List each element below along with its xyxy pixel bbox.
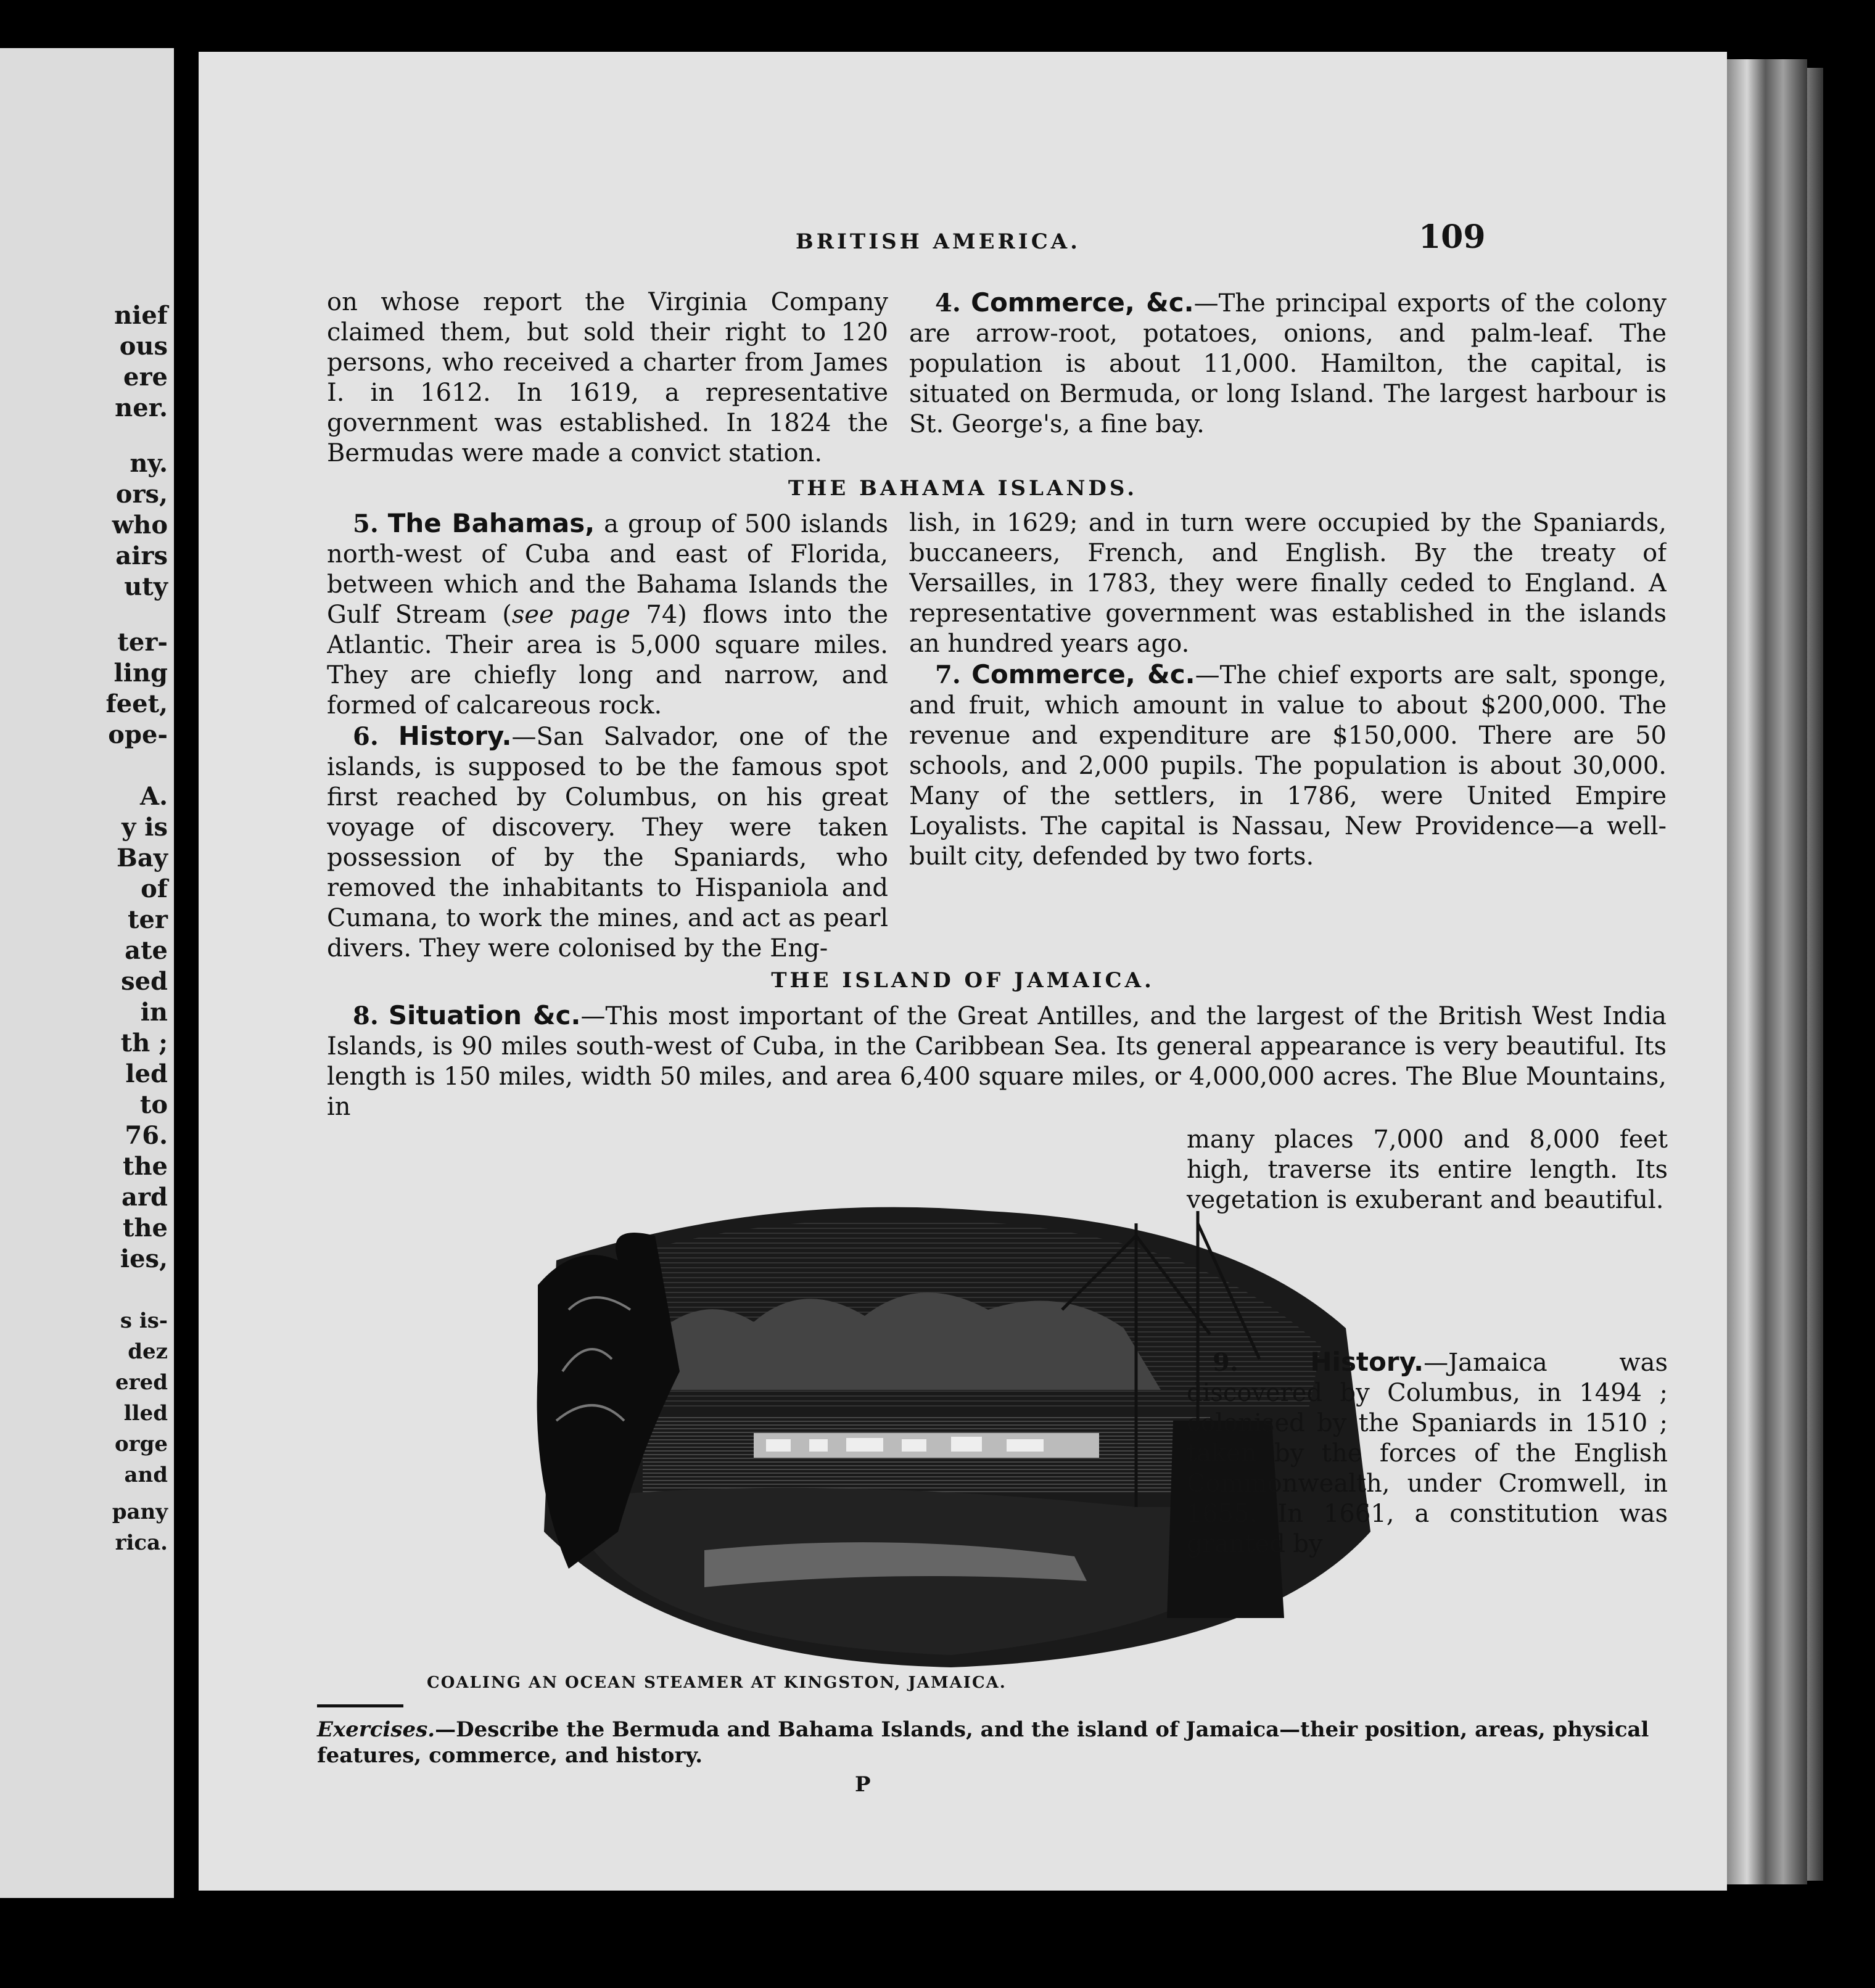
jamaica-heading: THE ISLAND OF JAMAICA. bbox=[771, 968, 1155, 993]
running-title: BRITISH AMERICA. bbox=[796, 229, 1081, 254]
facing-page-text: Bay bbox=[117, 844, 168, 873]
section-number: 4. bbox=[935, 289, 961, 318]
section-title: History. bbox=[398, 721, 512, 751]
facing-page-text: who bbox=[112, 511, 168, 540]
facing-page-text: to bbox=[139, 1090, 168, 1119]
section-text: —The chief exports are salt, sponge, and fruit, which amount in value to about $200,000. The revenue and expenditure are $150,000. There are 50 schools, and 2,000 pupils. The population is about 30,000. Many of the settlers, in 1786, were United Empire Loyalists. The capital is Nassau, New Providence—a well-built city, defended by two forts. bbox=[909, 661, 1667, 871]
book-spine bbox=[1727, 59, 1807, 1884]
bahamas-heading: THE BAHAMA ISLANDS. bbox=[788, 476, 1138, 501]
section-number: 8. bbox=[353, 1001, 379, 1030]
bermuda-continuation bbox=[327, 287, 888, 469]
section-text: 74) flows into the Atlantic. Their area is 5,000 square miles. They are chiefly long and narrow, and formed of calcareous rock. bbox=[327, 601, 888, 720]
book-page bbox=[199, 52, 1727, 1891]
beside-image-text bbox=[1187, 1125, 1668, 1215]
facing-page-text: rica. bbox=[115, 1530, 168, 1555]
facing-page-text: A. bbox=[140, 782, 168, 811]
page-number: 109 bbox=[1419, 218, 1486, 256]
facing-page-text: 76. bbox=[125, 1121, 168, 1150]
section-9 bbox=[1187, 1347, 1668, 1559]
section-number: 6. bbox=[353, 722, 379, 751]
section-title: History. bbox=[1310, 1347, 1424, 1377]
facing-page-text: of bbox=[141, 874, 168, 903]
footnote-rule bbox=[317, 1704, 403, 1707]
facing-page-text: airs bbox=[115, 541, 168, 570]
section-text: lish, in 1629; and in turn were occupied by the Spaniards, buccaneers, French, and English. By the treaty of Versailles, in 1783, they were finally ceded to England. A representative government was established in the islands an hundred years ago. bbox=[909, 509, 1667, 658]
facing-page-text: ard bbox=[122, 1183, 168, 1212]
facing-page-text: ate bbox=[125, 936, 168, 965]
section-title: Commerce, &c. bbox=[971, 287, 1194, 318]
section-8 bbox=[327, 1000, 1667, 1122]
book-gutter bbox=[174, 0, 199, 1988]
section-text: —This most important of the Great Antilles, and the largest of the British West India Islands, is 90 miles south-west of Cuba, in the Caribbean Sea. Its general appearance is very beautiful. Its length is 150 miles, width 50 miles, and area 6,400 square miles, or 4,000,000 acres. The Blue Mountains, in bbox=[327, 1002, 1667, 1121]
facing-page-text: ies, bbox=[120, 1244, 168, 1273]
book-spine-edge bbox=[1807, 68, 1823, 1881]
facing-page-text: ere bbox=[123, 363, 168, 392]
section-number: 7. bbox=[935, 660, 961, 689]
bermuda-text: on whose report the Virginia Company claimed them, but sold their right to 120 persons, who received a charter from James I. in 1612. In 1619, a representative government was established. In 1824 the Bermudas were made a convict station. bbox=[327, 288, 888, 467]
facing-page-text: uty bbox=[124, 572, 168, 601]
facing-page-fragment bbox=[0, 48, 174, 1898]
facing-page-text: the bbox=[122, 1152, 168, 1181]
see-page-ref: see page bbox=[511, 601, 630, 629]
exercises-text: —Describe the Bermuda and Bahama Islands, and the island of Jamaica—their position, areas, physical features, commerce, and history. bbox=[317, 1717, 1649, 1768]
facing-page-text: ope- bbox=[108, 720, 168, 749]
section-title: Situation &c. bbox=[388, 1000, 581, 1030]
facing-page-text: in bbox=[140, 998, 168, 1027]
facing-page-text: ny. bbox=[130, 449, 168, 478]
section-text: —The principal exports of the colony are arrow-root, potatoes, onions, and palm-leaf. The population is about 11,000. Hamilton, the capital, is situated on Bermuda, or long Island. The largest harbour is St. George's, a fine bay. bbox=[909, 289, 1667, 438]
section-4 bbox=[909, 287, 1667, 440]
facing-page-text: th ; bbox=[120, 1029, 168, 1058]
section-number: 5. bbox=[353, 509, 379, 538]
facing-page-text: and bbox=[124, 1463, 168, 1487]
facing-page-text: ous bbox=[119, 332, 168, 361]
facing-page-text: nief bbox=[114, 301, 168, 330]
exercises-note bbox=[317, 1717, 1674, 1768]
signature-mark: P bbox=[855, 1772, 871, 1797]
section-text: a group of 500 islands north-west of Cuba and east of Florida, between which and the Bahama Islands the Gulf Stream ( bbox=[327, 510, 888, 629]
facing-page-text: lled bbox=[123, 1401, 168, 1426]
facing-page-text: ling bbox=[113, 659, 168, 688]
section-text: —Jamaica was discovered by Columbus, in 1494 ; colonised by the Spaniards in 1510 ; taken by the forces of the English Commonwealth, under Cromwell, in 1655. In 1661, a constitution was granted by bbox=[1187, 1349, 1668, 1558]
facing-page-text: sed bbox=[121, 967, 168, 996]
facing-page-text: ors, bbox=[115, 480, 168, 509]
section-title: Commerce, &c. bbox=[971, 659, 1195, 689]
section-text: —San Salvador, one of the islands, is supposed to be the famous spot first reached by Columbus, on his great voyage of discovery. They were taken possession of by the Spaniards, who removed the inhabitants to Hispaniola and Cumana, to work the mines, and act as pearl divers. They were colonised by the Eng- bbox=[327, 723, 888, 963]
exercises-label: Exercises. bbox=[317, 1717, 435, 1742]
facing-page-text: s is- bbox=[120, 1308, 168, 1333]
facing-page-text: pany bbox=[112, 1500, 168, 1524]
image-caption: COALING AN OCEAN STEAMER AT KINGSTON, JAMAICA. bbox=[427, 1674, 1007, 1692]
section-title: The Bahamas, bbox=[387, 508, 595, 538]
facing-page-text: led bbox=[125, 1059, 168, 1088]
facing-page-text: the bbox=[122, 1214, 168, 1242]
facing-page-text: ter bbox=[128, 905, 168, 934]
section-number: 9. bbox=[1213, 1348, 1238, 1377]
facing-page-text: feet, bbox=[105, 689, 168, 718]
facing-page-text: ered bbox=[115, 1370, 168, 1395]
section-text: many places 7,000 and 8,000 feet high, traverse its entire length. Its vegetation is exuberant and beautiful. bbox=[1187, 1125, 1668, 1214]
facing-page-text: y is bbox=[122, 813, 168, 842]
facing-page-text: ter- bbox=[117, 628, 168, 657]
facing-page-text: dez bbox=[128, 1339, 168, 1364]
facing-page-text: ner. bbox=[115, 393, 168, 422]
facing-page-text: orge bbox=[115, 1432, 168, 1456]
